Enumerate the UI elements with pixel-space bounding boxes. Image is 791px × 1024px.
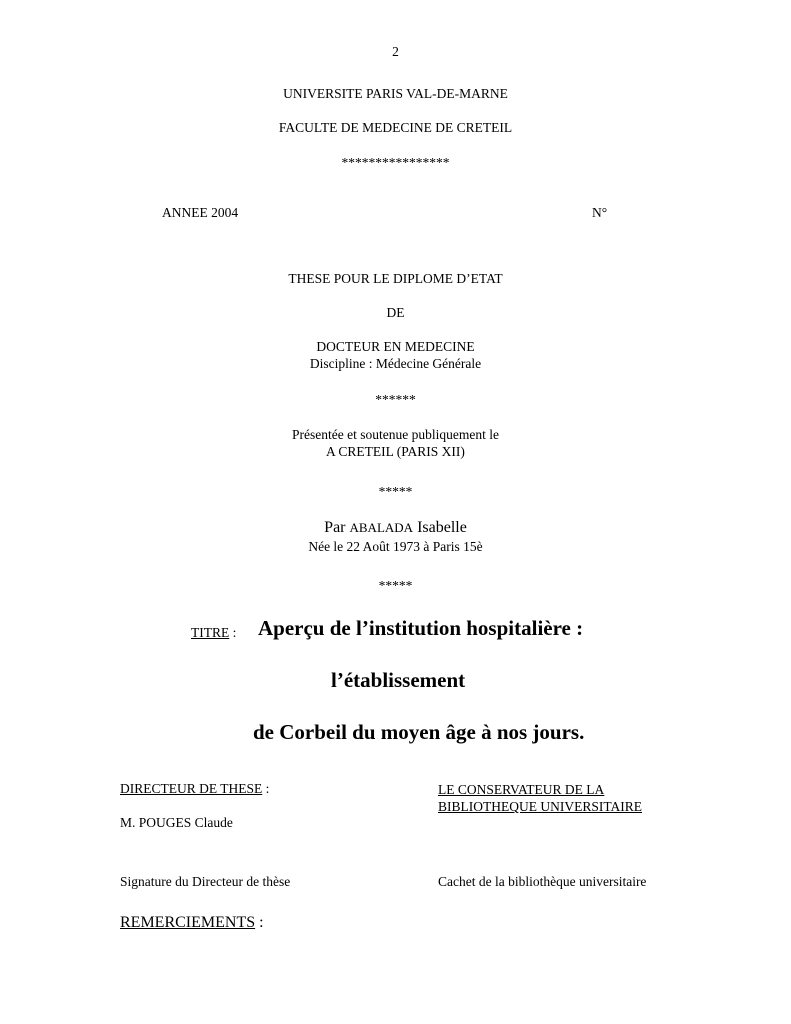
author-first-name: Isabelle [413, 519, 467, 536]
page-number: 2 [392, 44, 399, 59]
university-name: UNIVERSITE PARIS VAL-DE-MARNE [283, 86, 508, 101]
title-label-colon: : [229, 625, 237, 640]
director-signature-label: Signature du Directeur de thèse [120, 874, 291, 889]
thesis-degree-line: DOCTEUR EN MEDECINE [316, 339, 475, 354]
title-label: TITRE [191, 625, 230, 640]
thesis-title-line-1: Aperçu de l’institution hospitalière : [258, 616, 584, 640]
author-line [0, 519, 791, 537]
acknowledgements-heading [120, 914, 264, 932]
author-prefix: Par [324, 519, 350, 536]
year-label: ANNEE 2004 [162, 205, 239, 220]
thesis-title-line-2: l’établissement [331, 668, 466, 692]
header-separator: **************** [341, 155, 450, 170]
separator-stars-2: ***** [378, 484, 413, 499]
director-label-colon: : [262, 781, 270, 796]
director-label-wrap [120, 781, 269, 797]
acknowledgements-colon: : [255, 914, 264, 931]
library-conservator-line-2: BIBLIOTHEQUE UNIVERSITAIRE [438, 799, 643, 814]
presented-line: Présentée et soutenue publiquement le [292, 427, 499, 442]
acknowledgements-label: REMERCIEMENTS [120, 914, 256, 931]
thesis-de-line: DE [386, 305, 405, 320]
separator-stars-3: ***** [378, 578, 413, 593]
faculty-name: FACULTE DE MEDECINE DE CRETEIL [278, 120, 513, 135]
thesis-number-label: N° [592, 205, 608, 220]
library-stamp-label: Cachet de la bibliothèque universitaire [438, 874, 647, 889]
thesis-discipline: Discipline : Médecine Générale [309, 356, 482, 371]
library-conservator-line-1: LE CONSERVATEUR DE LA [438, 782, 605, 797]
thesis-diploma-line: THESE POUR LE DIPLOME D’ETAT [288, 271, 503, 286]
separator-stars-1: ****** [375, 392, 416, 407]
author-last-name: ABALADA [349, 520, 414, 535]
title-label-wrap [191, 625, 236, 641]
author-birth: Née le 22 Août 1973 à Paris 15è [308, 539, 483, 554]
presented-place: A CRETEIL (PARIS XII) [326, 444, 465, 459]
director-name: M. POUGES Claude [120, 815, 233, 830]
thesis-title-line-3: de Corbeil du moyen âge à nos jours. [253, 720, 585, 744]
director-label: DIRECTEUR DE THESE [120, 781, 263, 796]
